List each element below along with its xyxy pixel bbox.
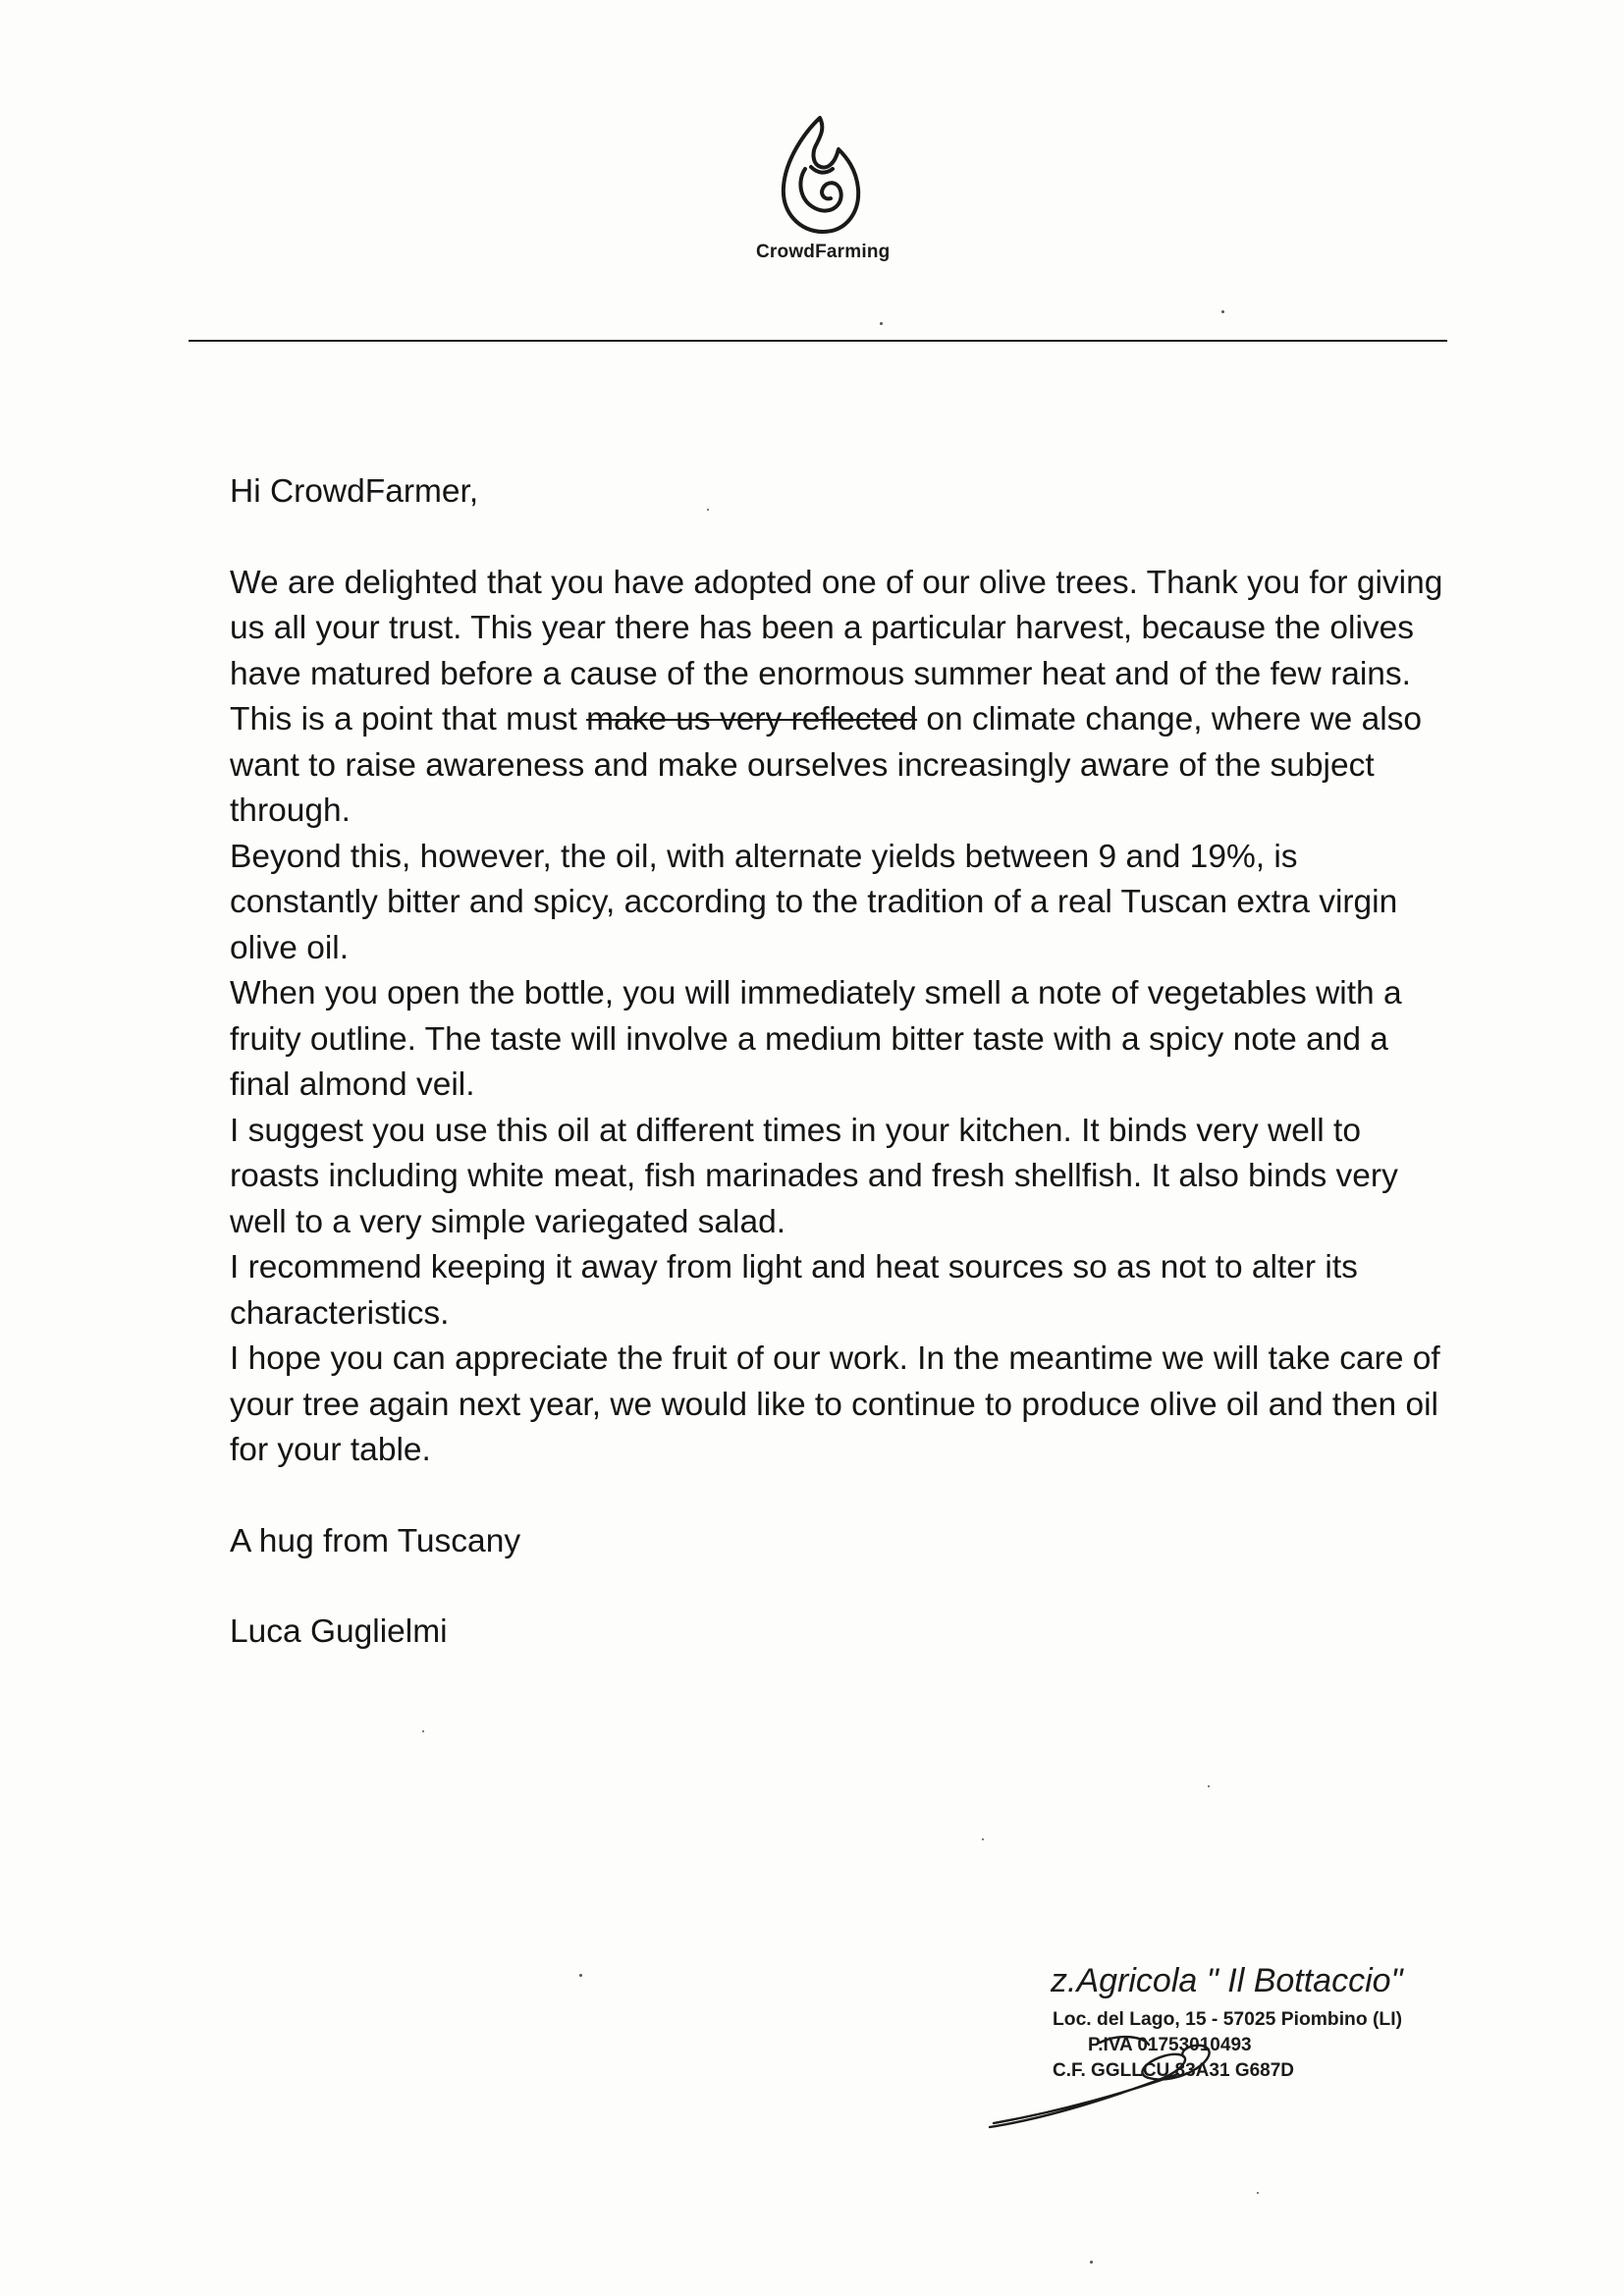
paragraph-storage: I recommend keeping it away from light and heat sources so as not to alter its characteristics. xyxy=(230,1249,1358,1332)
letterhead-logo xyxy=(756,110,891,267)
logo-label: CrowdFarming xyxy=(756,242,891,262)
farm-stamp xyxy=(982,1954,1414,2151)
header-divider xyxy=(189,340,1447,342)
paragraph-harvest-text: We are delighted that you have adopted one of our olive trees. Thank you for giving us all your trust. This year there has been a particular harvest, because the olives have matured before a cause of the enormous summer heat and of the few rains. This is a point that must xyxy=(230,564,1443,738)
paragraph-hope: I hope you can appreciate the fruit of our work. In the meantime we will take care of your tree again next year, we would like to continue to produce olive oil and then oil for your table. xyxy=(230,1340,1440,1468)
paragraph-oil-yield: Beyond this, however, the oil, with alternate yields between 9 and 19%, is constantly bitter and spicy, according to the tradition of a real Tuscan extra virgin olive oil. xyxy=(230,838,1398,966)
stamp-line-2: Loc. del Lago, 15 - 57025 Piombino (LI) xyxy=(1053,2009,1402,2030)
scan-speck xyxy=(707,509,709,511)
paragraph-taste: When you open the bottle, you will immediately smell a note of vegetables with a fruity outline. The taste will involve a medium bitter taste with a spicy note and a final almond veil. xyxy=(230,975,1402,1103)
closing: A hug from Tuscany xyxy=(230,1522,521,1559)
scan-speck xyxy=(579,1974,582,1977)
scan-speck xyxy=(1090,2261,1093,2264)
paragraph-kitchen: I suggest you use this oil at different times in your kitchen. It binds very well to roasts including white meat, fish marinades and fresh shellfish. It also binds very well to a very simple variegated salad. xyxy=(230,1112,1398,1240)
crowdfarming-flame-logo-icon xyxy=(756,110,884,238)
scan-speck xyxy=(1257,2192,1259,2194)
scan-speck xyxy=(422,1730,424,1732)
stamp-line-3: P.IVA 01753010493 xyxy=(1088,2035,1252,2055)
greeting: Hi CrowdFarmer, xyxy=(230,473,479,510)
scan-speck xyxy=(982,1838,984,1840)
paragraph-harvest xyxy=(230,561,1447,835)
stamp-line-4: C.F. GGLLCU 83A31 G687D xyxy=(1053,2060,1295,2081)
scan-speck xyxy=(880,322,883,325)
stamp-line-1: z.Agricola " Il Bottaccio" xyxy=(1051,1962,1403,1999)
struck-through-text: make us very reflected xyxy=(586,701,918,738)
letter-body xyxy=(230,469,1447,1656)
scan-speck xyxy=(1221,310,1224,313)
scan-speck xyxy=(1208,1785,1210,1787)
paragraph-harvest-end: on climate change, where we also want to raise awareness and make ourselves increasingly aware of the subject through. xyxy=(230,701,1423,829)
signer-name: Luca Guglielmi xyxy=(230,1613,448,1650)
